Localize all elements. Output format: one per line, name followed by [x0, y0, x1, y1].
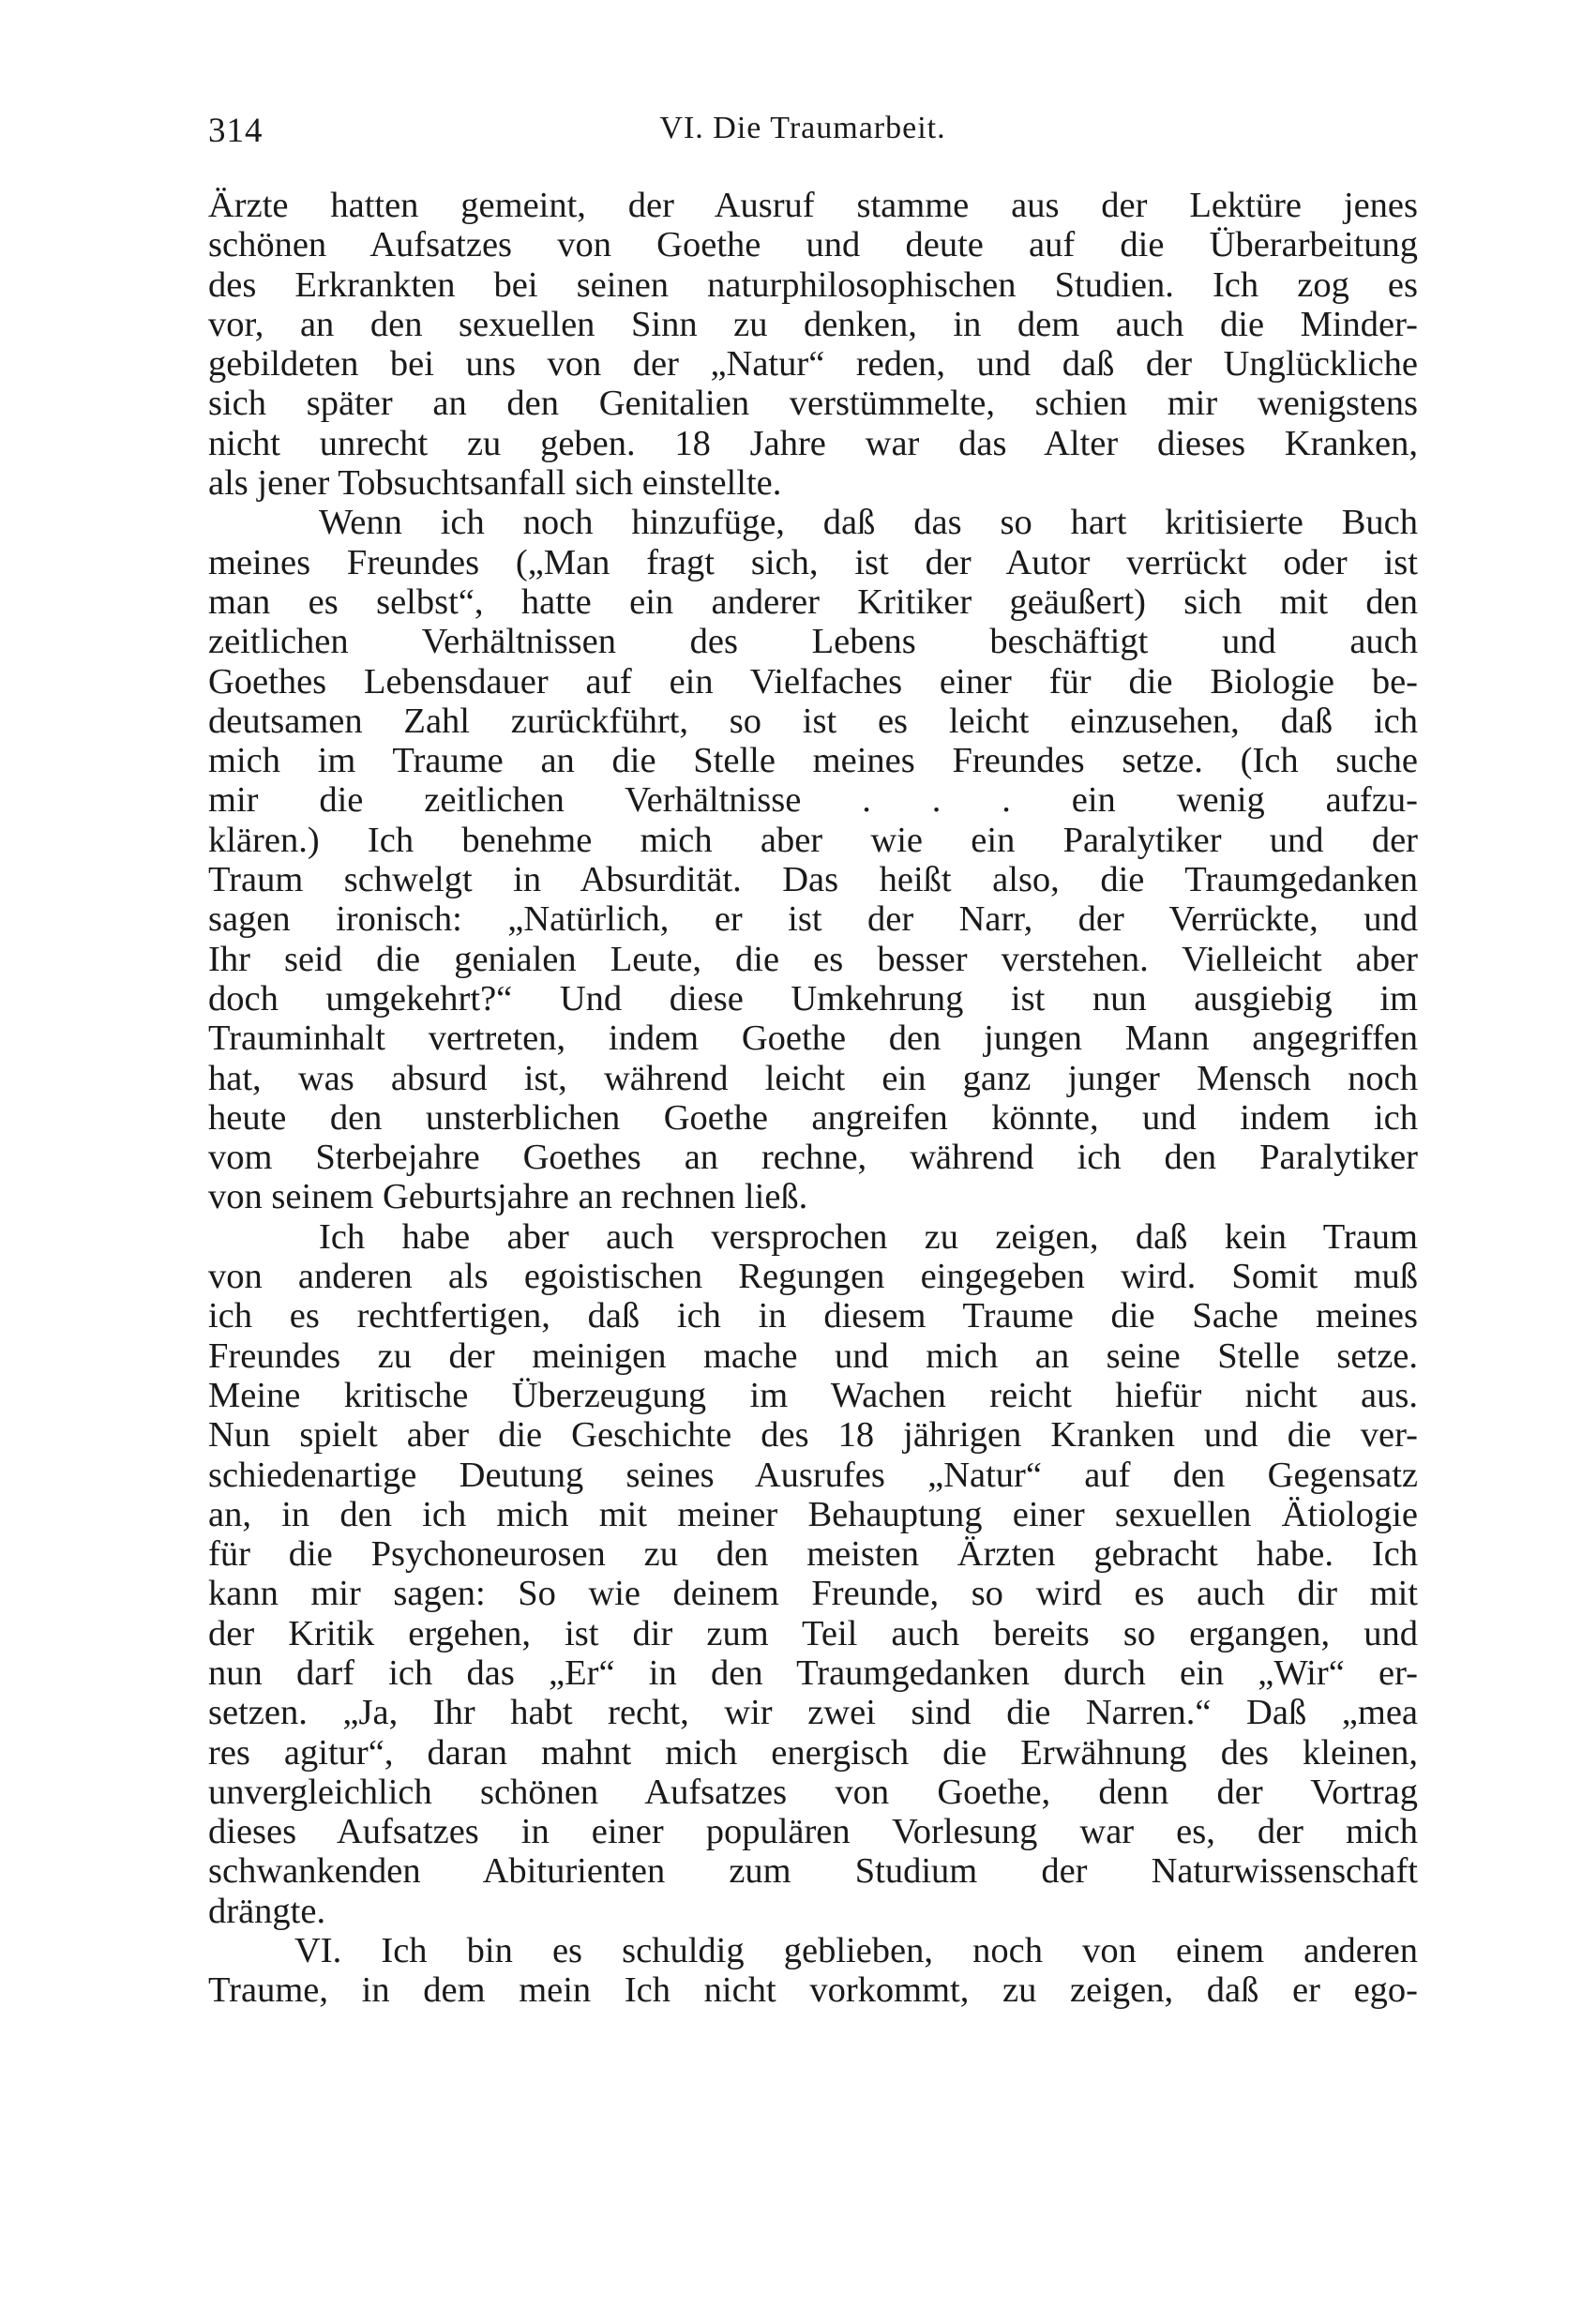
- text-line: an, in den ich mich mit meiner Behauptung einer sexuellen Ätiologie: [208, 1494, 1418, 1534]
- text-line: setzen. „Ja, Ihr habt recht, wir zwei sind die Narren.“ Daß „mea: [208, 1693, 1418, 1733]
- text-line: nicht unrecht zu geben. 18 Jahre war das Alter dieses Kranken,: [208, 423, 1418, 463]
- text-line: heute den unsterblichen Goethe angreifen könnte, und indem ich: [208, 1097, 1418, 1138]
- text-line: schiedenartige Deutung seines Ausrufes „Natur“ auf den Gegensatz: [208, 1455, 1418, 1495]
- text-line: mich im Traume an die Stelle meines Freundes setze. (Ich suche: [208, 741, 1418, 781]
- text-line: klären.) Ich benehme mich aber wie ein Paralytiker und der: [208, 820, 1418, 860]
- text-line: vom Sterbejahre Goethes an rechne, während ich den Paralytiker: [208, 1138, 1418, 1178]
- body-text: [208, 186, 1418, 2011]
- text-line: Freundes zu der meinigen mache und mich an seine Stelle setze.: [208, 1336, 1418, 1376]
- text-line: Ihr seid die genialen Leute, die es besser verstehen. Vielleicht aber: [208, 939, 1418, 979]
- page-number: 314: [208, 112, 264, 150]
- text-line: nun darf ich das „Er“ in den Traumgedanken durch ein „Wir“ er-: [208, 1652, 1418, 1693]
- text-line: zeitlichen Verhältnissen des Lebens beschäftigt und auch: [208, 622, 1418, 662]
- text-line: meines Freundes („Man fragt sich, ist der Autor verrückt oder ist: [208, 542, 1418, 582]
- text-line: von seinem Geburtsjahre an rechnen ließ.: [208, 1177, 808, 1217]
- text-line: Goethes Lebensdauer auf ein Vielfaches einer für die Biologie be-: [208, 661, 1418, 702]
- text-line: Traum schwelgt in Absurdität. Das heißt also, die Traumgedanken: [208, 860, 1418, 900]
- text-line: man es selbst“, hatte ein anderer Kritiker geäußert) sich mit den: [208, 581, 1418, 622]
- text-line: ich es rechtfertigen, daß ich in diesem Traume die Sache meines: [208, 1296, 1418, 1336]
- text-line: des Erkrankten bei seinen naturphilosophischen Studien. Ich zog es: [208, 264, 1418, 305]
- text-line: Traume, in dem mein Ich nicht vorkommt, zu zeigen, daß er ego-: [208, 1970, 1418, 2011]
- text-line: doch umgekehrt?“ Und diese Umkehrung ist nun ausgiebig im: [208, 978, 1418, 1019]
- text-line: Ich habe aber auch versprochen zu zeigen, daß kein Traum: [319, 1216, 1418, 1257]
- text-line: mir die zeitlichen Verhältnisse . . . ein wenig aufzu-: [208, 780, 1418, 821]
- text-line: für die Psychoneurosen zu den meisten Ärzten gebracht habe. Ich: [208, 1534, 1418, 1575]
- text-line: als jener Tobsuchtsanfall sich einstellte.: [208, 463, 782, 504]
- text-line: dieses Aufsatzes in einer populären Vorlesung war es, der mich: [208, 1812, 1418, 1852]
- text-line: drängte.: [208, 1891, 326, 1931]
- text-line: sich später an den Genitalien verstümmelte, schien mir wenigstens: [208, 384, 1418, 424]
- text-line: schwankenden Abiturienten zum Studium der Naturwissenschaft: [208, 1851, 1418, 1892]
- text-line: vor, an den sexuellen Sinn zu denken, in dem auch die Minder-: [208, 304, 1418, 344]
- text-line: hat, was absurd ist, während leicht ein ganz junger Mensch noch: [208, 1058, 1418, 1098]
- text-line: sagen ironisch: „Natürlich, er ist der Narr, der Verrückte, und: [208, 899, 1418, 940]
- text-line: kann mir sagen: So wie deinem Freunde, so wird es auch dir mit: [208, 1574, 1418, 1614]
- text-line: von anderen als egoistischen Regungen eingegeben wird. Somit muß: [208, 1257, 1418, 1297]
- text-line: res agitur“, daran mahnt mich energisch die Erwähnung des kleinen,: [208, 1732, 1418, 1773]
- text-line: VI. Ich bin es schuldig geblieben, noch von einem anderen: [294, 1931, 1418, 1971]
- text-line: gebildeten bei uns von der „Natur“ reden, und daß der Unglückliche: [208, 344, 1418, 385]
- text-line: deutsamen Zahl zurückführt, so ist es leicht einzusehen, daß ich: [208, 701, 1418, 741]
- text-line: schönen Aufsatzes von Goethe und deute auf die Überarbeitung: [208, 225, 1418, 265]
- paragraph: [208, 1931, 1418, 2011]
- text-line: Nun spielt aber die Geschichte des 18 jährigen Kranken und die ver-: [208, 1415, 1418, 1456]
- text-line: Wenn ich noch hinzufüge, daß das so hart kritisierte Buch: [319, 503, 1418, 543]
- paragraph: [208, 1217, 1418, 1931]
- text-line: unvergleichlich schönen Aufsatzes von Goethe, denn der Vortrag: [208, 1772, 1418, 1812]
- text-line: Ärzte hatten gemeint, der Ausruf stamme aus der Lektüre jenes: [208, 186, 1418, 225]
- text-line: der Kritik ergehen, ist dir zum Teil auch bereits so ergangen, und: [208, 1613, 1418, 1653]
- paragraph: [208, 186, 1418, 503]
- paragraph: [208, 503, 1418, 1216]
- page-header: [208, 105, 1397, 161]
- text-line: Trauminhalt vertreten, indem Goethe den jungen Mann angegriffen: [208, 1019, 1418, 1059]
- running-head: VI. Die Traumarbeit.: [659, 111, 946, 145]
- text-line: Meine kritische Überzeugung im Wachen reicht hiefür nicht aus.: [208, 1375, 1418, 1415]
